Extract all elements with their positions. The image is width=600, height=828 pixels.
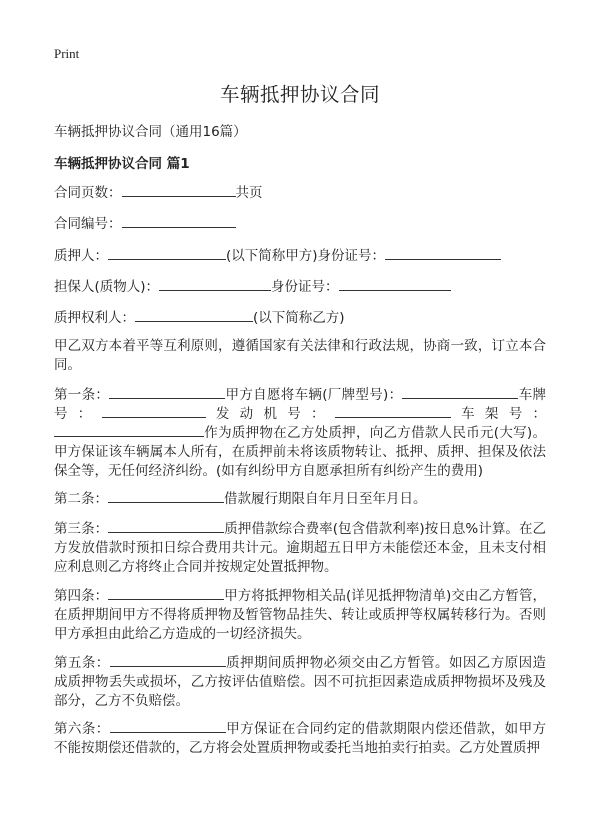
article-1-text-e: 作为质押物在乙方处质押，向乙方借款人民币元(大写)。甲方保证该车辆属本人所有，在质押前未将该质物转让、抵押、质押、担保及依法保全等，无任何经济纠纷。(如有纠纷甲方自愿承担所有纠纷产生的费用)	[54, 425, 546, 479]
article-4-label: 第四条：	[54, 588, 109, 604]
pledgor-id-blank[interactable]	[385, 245, 501, 260]
article-1-label: 第一条：	[54, 387, 110, 403]
pledgee-name-blank[interactable]	[135, 307, 253, 322]
contract-number-line	[54, 213, 236, 233]
print-link[interactable]: Print	[54, 46, 80, 61]
article-6-label: 第六条：	[54, 721, 110, 737]
intro-paragraph: 甲乙双方本着平等互利原则，遵循国家有关法律和行政法规，协商一致，订立本合同。	[54, 338, 546, 373]
article-6-blank[interactable]	[110, 720, 226, 733]
article-1-blank-5[interactable]	[54, 424, 204, 437]
guarantor-id-label: 身份证号：	[271, 279, 339, 295]
pledgee-label: 质押权利人：	[54, 310, 135, 326]
article-2-text: 借款履行期限自年月日至年月日。	[224, 491, 427, 507]
article-2	[54, 490, 546, 509]
article-5-blank[interactable]	[110, 654, 226, 667]
article-1-blank-2[interactable]	[402, 386, 518, 399]
guarantor-id-blank[interactable]	[339, 276, 451, 291]
pledgee-note: (以下简称乙方)	[253, 310, 345, 326]
article-5	[54, 654, 546, 711]
guarantor-name-blank[interactable]	[159, 276, 271, 291]
document-title: 车辆抵押协议合同	[219, 83, 380, 106]
contract-number-blank[interactable]	[122, 213, 236, 228]
article-1-blank-3[interactable]	[102, 405, 206, 418]
article-2-blank[interactable]	[108, 490, 224, 503]
page-count-suffix: 共页	[235, 185, 263, 201]
article-1-blank-4[interactable]	[335, 405, 451, 418]
article-1-text-d: 车架号：	[450, 406, 547, 422]
guarantor-line	[54, 276, 451, 296]
pledgee-line	[54, 307, 345, 327]
article-3-blank[interactable]	[108, 520, 224, 533]
page-count-blank[interactable]	[122, 182, 236, 197]
page-count-label: 合同页数：	[54, 185, 122, 201]
article-1-text-c: 发动机号：	[205, 406, 335, 422]
page-count-line	[54, 182, 263, 202]
guarantor-label: 担保人(质物人)：	[54, 279, 160, 295]
pledgor-label: 质押人：	[54, 248, 108, 264]
article-3-label: 第三条：	[54, 521, 109, 537]
article-2-label: 第二条：	[54, 491, 108, 507]
pledgor-note: (以下简称甲方)身份证号：	[226, 248, 386, 264]
pledgor-name-blank[interactable]	[108, 245, 226, 260]
pledgor-line	[54, 245, 501, 265]
article-6	[54, 720, 546, 758]
article-1	[54, 386, 546, 481]
contract-number-label: 合同编号：	[54, 216, 122, 232]
article-6-text: 甲方保证在合同约定的借款期限内偿还借款，如甲方不能按期偿还借款的，乙方将会处置质押物或委托当地拍卖行拍卖。乙方处置质押	[54, 721, 547, 756]
article-3-text: 质押借款综合费率(包含借款利率)按日息%计算。在乙方发放借款时预扣日综合费用共计元。逾期超五日甲方未能偿还本金，且未支付相应利息则乙方将终止合同并按规定处置抵押物。	[54, 521, 546, 575]
article-5-text: 质押期间质押物必须交由乙方暂管。如因乙方原因造成质押物丢失或损坏，乙方按评估值赔偿。因不可抗拒因素造成质押物损坏及残及部分，乙方不负赔偿。	[54, 655, 547, 709]
article-1-text-a: 甲方自愿将车辆(厂牌型号)：	[225, 387, 403, 403]
article-4-blank[interactable]	[108, 587, 224, 600]
article-4	[54, 587, 546, 644]
section-heading: 车辆抵押协议合同 篇1	[54, 156, 190, 172]
article-1-blank-1[interactable]	[109, 386, 225, 399]
article-4-text: 甲方将抵押物相关品(详见抵押物清单)交由乙方暂管，在质押期间甲方不得将质押物及暂管物品挂失、转让或质押等权属转移行为。否则甲方承担由此给乙方造成的一切经济损失。	[54, 588, 546, 642]
article-1-text-b: 车牌号：	[54, 387, 547, 422]
document-subtitle: 车辆抵押协议合同（通用16篇）	[54, 124, 247, 140]
article-3	[54, 520, 546, 577]
article-5-label: 第五条：	[54, 655, 110, 671]
